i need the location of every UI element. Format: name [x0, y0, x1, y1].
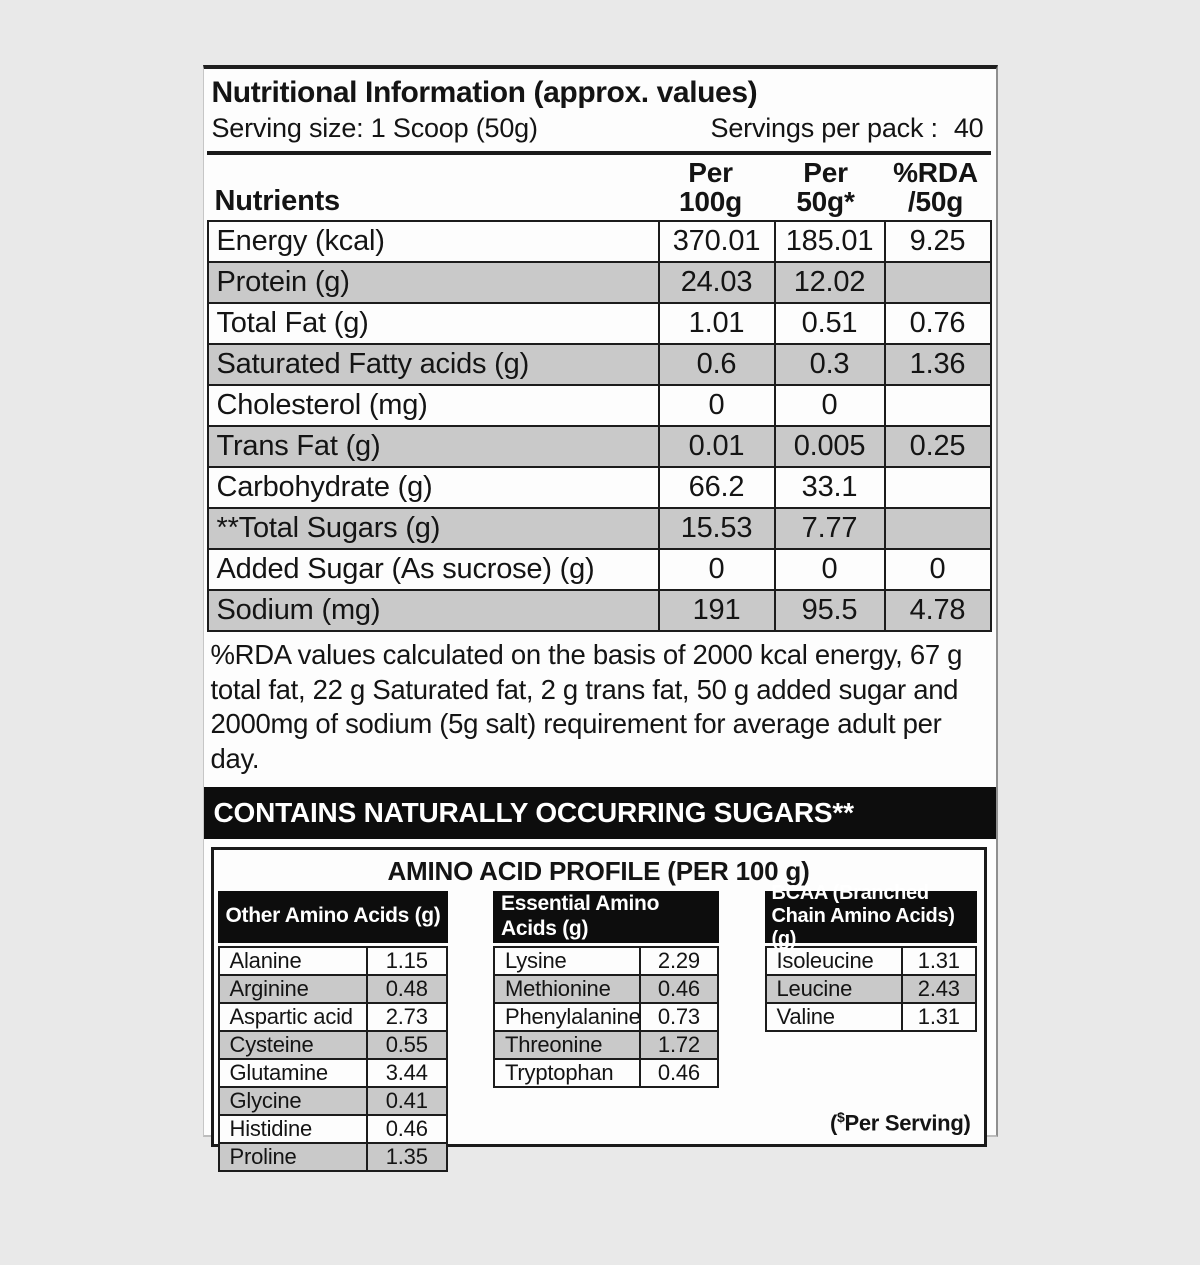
- amino-name-cell: Leucine: [766, 975, 903, 1003]
- essential-amino-acids-column: [493, 891, 719, 1172]
- amino-value-cell: 0.41: [367, 1087, 447, 1115]
- amino-value-cell: 2.73: [367, 1003, 447, 1031]
- table-row: [208, 303, 991, 344]
- rda-cell: [885, 508, 991, 549]
- servings-per-pack-label: Servings per pack :: [710, 113, 938, 143]
- essential-amino-acids-table: [493, 946, 719, 1088]
- table-row: [208, 590, 991, 631]
- per-50g-cell: 0: [775, 385, 885, 426]
- amino-row: [219, 1031, 447, 1059]
- bcaa-table: [765, 946, 977, 1032]
- amino-value-cell: 0.73: [640, 1003, 718, 1031]
- col-header-nutrients: Nutrients: [214, 185, 340, 218]
- per-100g-cell: 370.01: [659, 221, 775, 262]
- table-row: [208, 262, 991, 303]
- amino-value-cell: 0.46: [640, 1059, 718, 1087]
- per-100g-cell: 0.01: [659, 426, 775, 467]
- rda-cell: 1.36: [885, 344, 991, 385]
- rda-cell: [885, 385, 991, 426]
- per-50g-cell: 7.77: [775, 508, 885, 549]
- amino-value-cell: 0.46: [367, 1115, 447, 1143]
- amino-name-cell: Proline: [219, 1143, 367, 1171]
- amino-value-cell: 2.43: [902, 975, 975, 1003]
- amino-value-cell: 0.46: [640, 975, 718, 1003]
- per-50g-cell: 0.005: [775, 426, 885, 467]
- per-100g-cell: 24.03: [659, 262, 775, 303]
- nutrient-name-cell: Sodium (mg): [208, 590, 659, 631]
- amino-name-cell: Isoleucine: [766, 947, 903, 975]
- amino-value-cell: 1.72: [640, 1031, 718, 1059]
- rda-cell: 0.25: [885, 426, 991, 467]
- serving-size: Serving size: 1 Scoop (50g): [211, 113, 538, 143]
- per-100g-cell: 66.2: [659, 467, 775, 508]
- amino-name-cell: Tryptophan: [494, 1059, 640, 1087]
- table-row: [208, 221, 991, 262]
- nutrition-column-headers: [207, 155, 996, 220]
- rda-cell: [885, 467, 991, 508]
- essential-amino-acids-header: Essential Amino Acids (g): [493, 891, 719, 943]
- amino-row: [219, 1143, 447, 1171]
- rda-cell: [885, 262, 991, 303]
- table-row: [208, 508, 991, 549]
- table-row: [208, 385, 991, 426]
- amino-row: [766, 947, 976, 975]
- amino-value-cell: 2.29: [640, 947, 718, 975]
- per-serving-note: ($Per Serving): [829, 1109, 971, 1136]
- amino-value-cell: 1.31: [902, 1003, 975, 1031]
- nutrient-name-cell: Protein (g): [208, 262, 659, 303]
- col-header-per-50g: Per 50g*: [796, 157, 855, 218]
- per-100g-cell: 0: [659, 385, 775, 426]
- nutrient-name-cell: Energy (kcal): [208, 221, 659, 262]
- amino-name-cell: Arginine: [219, 975, 367, 1003]
- per-50g-cell: 33.1: [775, 467, 885, 508]
- amino-name-cell: Glycine: [219, 1087, 367, 1115]
- amino-row: [219, 1059, 447, 1087]
- amino-row: [219, 1087, 447, 1115]
- amino-row: [494, 1059, 718, 1087]
- rda-footnote: %RDA values calculated on the basis of 2000 kcal energy, 67 g total fat, 22 g Saturated fat, 2 g trans fat, 50 g added sugar and 2000mg of sodium (5g salt) requirement for average adult per day.: [210, 639, 963, 774]
- per-50g-cell: 0.3: [775, 344, 885, 385]
- col-header-per-100g: Per 100g: [678, 157, 743, 218]
- per-50g-cell: 12.02: [775, 262, 885, 303]
- amino-name-cell: Lysine: [494, 947, 640, 975]
- servings-per-pack: [711, 113, 984, 144]
- per-50g-cell: 95.5: [775, 590, 885, 631]
- amino-name-cell: Aspartic acid: [219, 1003, 367, 1031]
- table-row: [208, 344, 991, 385]
- label-title: Nutritional Information (approx. values): [211, 76, 758, 109]
- per-100g-cell: 0: [659, 549, 775, 590]
- amino-name-cell: Cysteine: [219, 1031, 367, 1059]
- amino-name-cell: Histidine: [219, 1115, 367, 1143]
- table-row: [208, 426, 991, 467]
- amino-name-cell: Phenylalanine: [494, 1003, 640, 1031]
- other-amino-acids-table: [218, 946, 448, 1172]
- nutrition-table: [207, 220, 992, 632]
- other-amino-acids-column: [218, 891, 448, 1172]
- amino-row: [766, 975, 976, 1003]
- other-amino-acids-header: Other Amino Acids (g): [218, 891, 448, 943]
- nutrient-name-cell: Total Fat (g): [208, 303, 659, 344]
- table-row: [208, 549, 991, 590]
- nutrient-name-cell: **Total Sugars (g): [208, 508, 659, 549]
- rda-cell: 0: [885, 549, 991, 590]
- naturally-occurring-sugars-banner: CONTAINS NATURALLY OCCURRING SUGARS**: [204, 787, 996, 839]
- amino-value-cell: 1.35: [367, 1143, 447, 1171]
- nutrient-name-cell: Carbohydrate (g): [208, 467, 659, 508]
- amino-value-cell: 1.15: [367, 947, 447, 975]
- nutrition-label-card: [203, 65, 998, 1169]
- amino-row: [219, 1115, 447, 1143]
- per-100g-cell: 0.6: [659, 344, 775, 385]
- nutrient-name-cell: Saturated Fatty acids (g): [208, 344, 659, 385]
- bcaa-header: BCAA (Branched Chain Amino Acids) (g): [765, 891, 977, 943]
- table-row: [208, 467, 991, 508]
- per-100g-cell: 1.01: [659, 303, 775, 344]
- amino-name-cell: Threonine: [494, 1031, 640, 1059]
- amino-profile-title: AMINO ACID PROFILE (PER 100 g): [387, 855, 810, 886]
- per-50g-cell: 0.51: [775, 303, 885, 344]
- amino-name-cell: Alanine: [219, 947, 367, 975]
- amino-name-cell: Methionine: [494, 975, 640, 1003]
- amino-acid-profile-box: [211, 847, 987, 1169]
- per-50g-cell: 0: [775, 549, 885, 590]
- amino-row: [766, 1003, 976, 1031]
- amino-row: [219, 975, 447, 1003]
- amino-name-cell: Glutamine: [219, 1059, 367, 1087]
- amino-row: [219, 1003, 447, 1031]
- nutrient-name-cell: Cholesterol (mg): [208, 385, 659, 426]
- servings-per-pack-value: 40: [953, 113, 984, 143]
- nutrient-name-cell: Trans Fat (g): [208, 426, 659, 467]
- amino-row: [219, 947, 447, 975]
- serving-info-row: [204, 110, 996, 151]
- amino-row: [494, 975, 718, 1003]
- amino-row: [494, 947, 718, 975]
- nutrient-name-cell: Added Sugar (As sucrose) (g): [208, 549, 659, 590]
- per-100g-cell: 15.53: [659, 508, 775, 549]
- col-header-rda: %RDA /50g: [893, 157, 978, 218]
- rda-cell: 4.78: [885, 590, 991, 631]
- per-100g-cell: 191: [659, 590, 775, 631]
- amino-row: [494, 1003, 718, 1031]
- amino-value-cell: 1.31: [902, 947, 975, 975]
- amino-name-cell: Valine: [766, 1003, 903, 1031]
- amino-value-cell: 0.55: [367, 1031, 447, 1059]
- per-50g-cell: 185.01: [775, 221, 885, 262]
- amino-row: [494, 1031, 718, 1059]
- dollar-superscript: $: [836, 1109, 845, 1126]
- rda-cell: 0.76: [885, 303, 991, 344]
- amino-value-cell: 3.44: [367, 1059, 447, 1087]
- amino-value-cell: 0.48: [367, 975, 447, 1003]
- rda-cell: 9.25: [885, 221, 991, 262]
